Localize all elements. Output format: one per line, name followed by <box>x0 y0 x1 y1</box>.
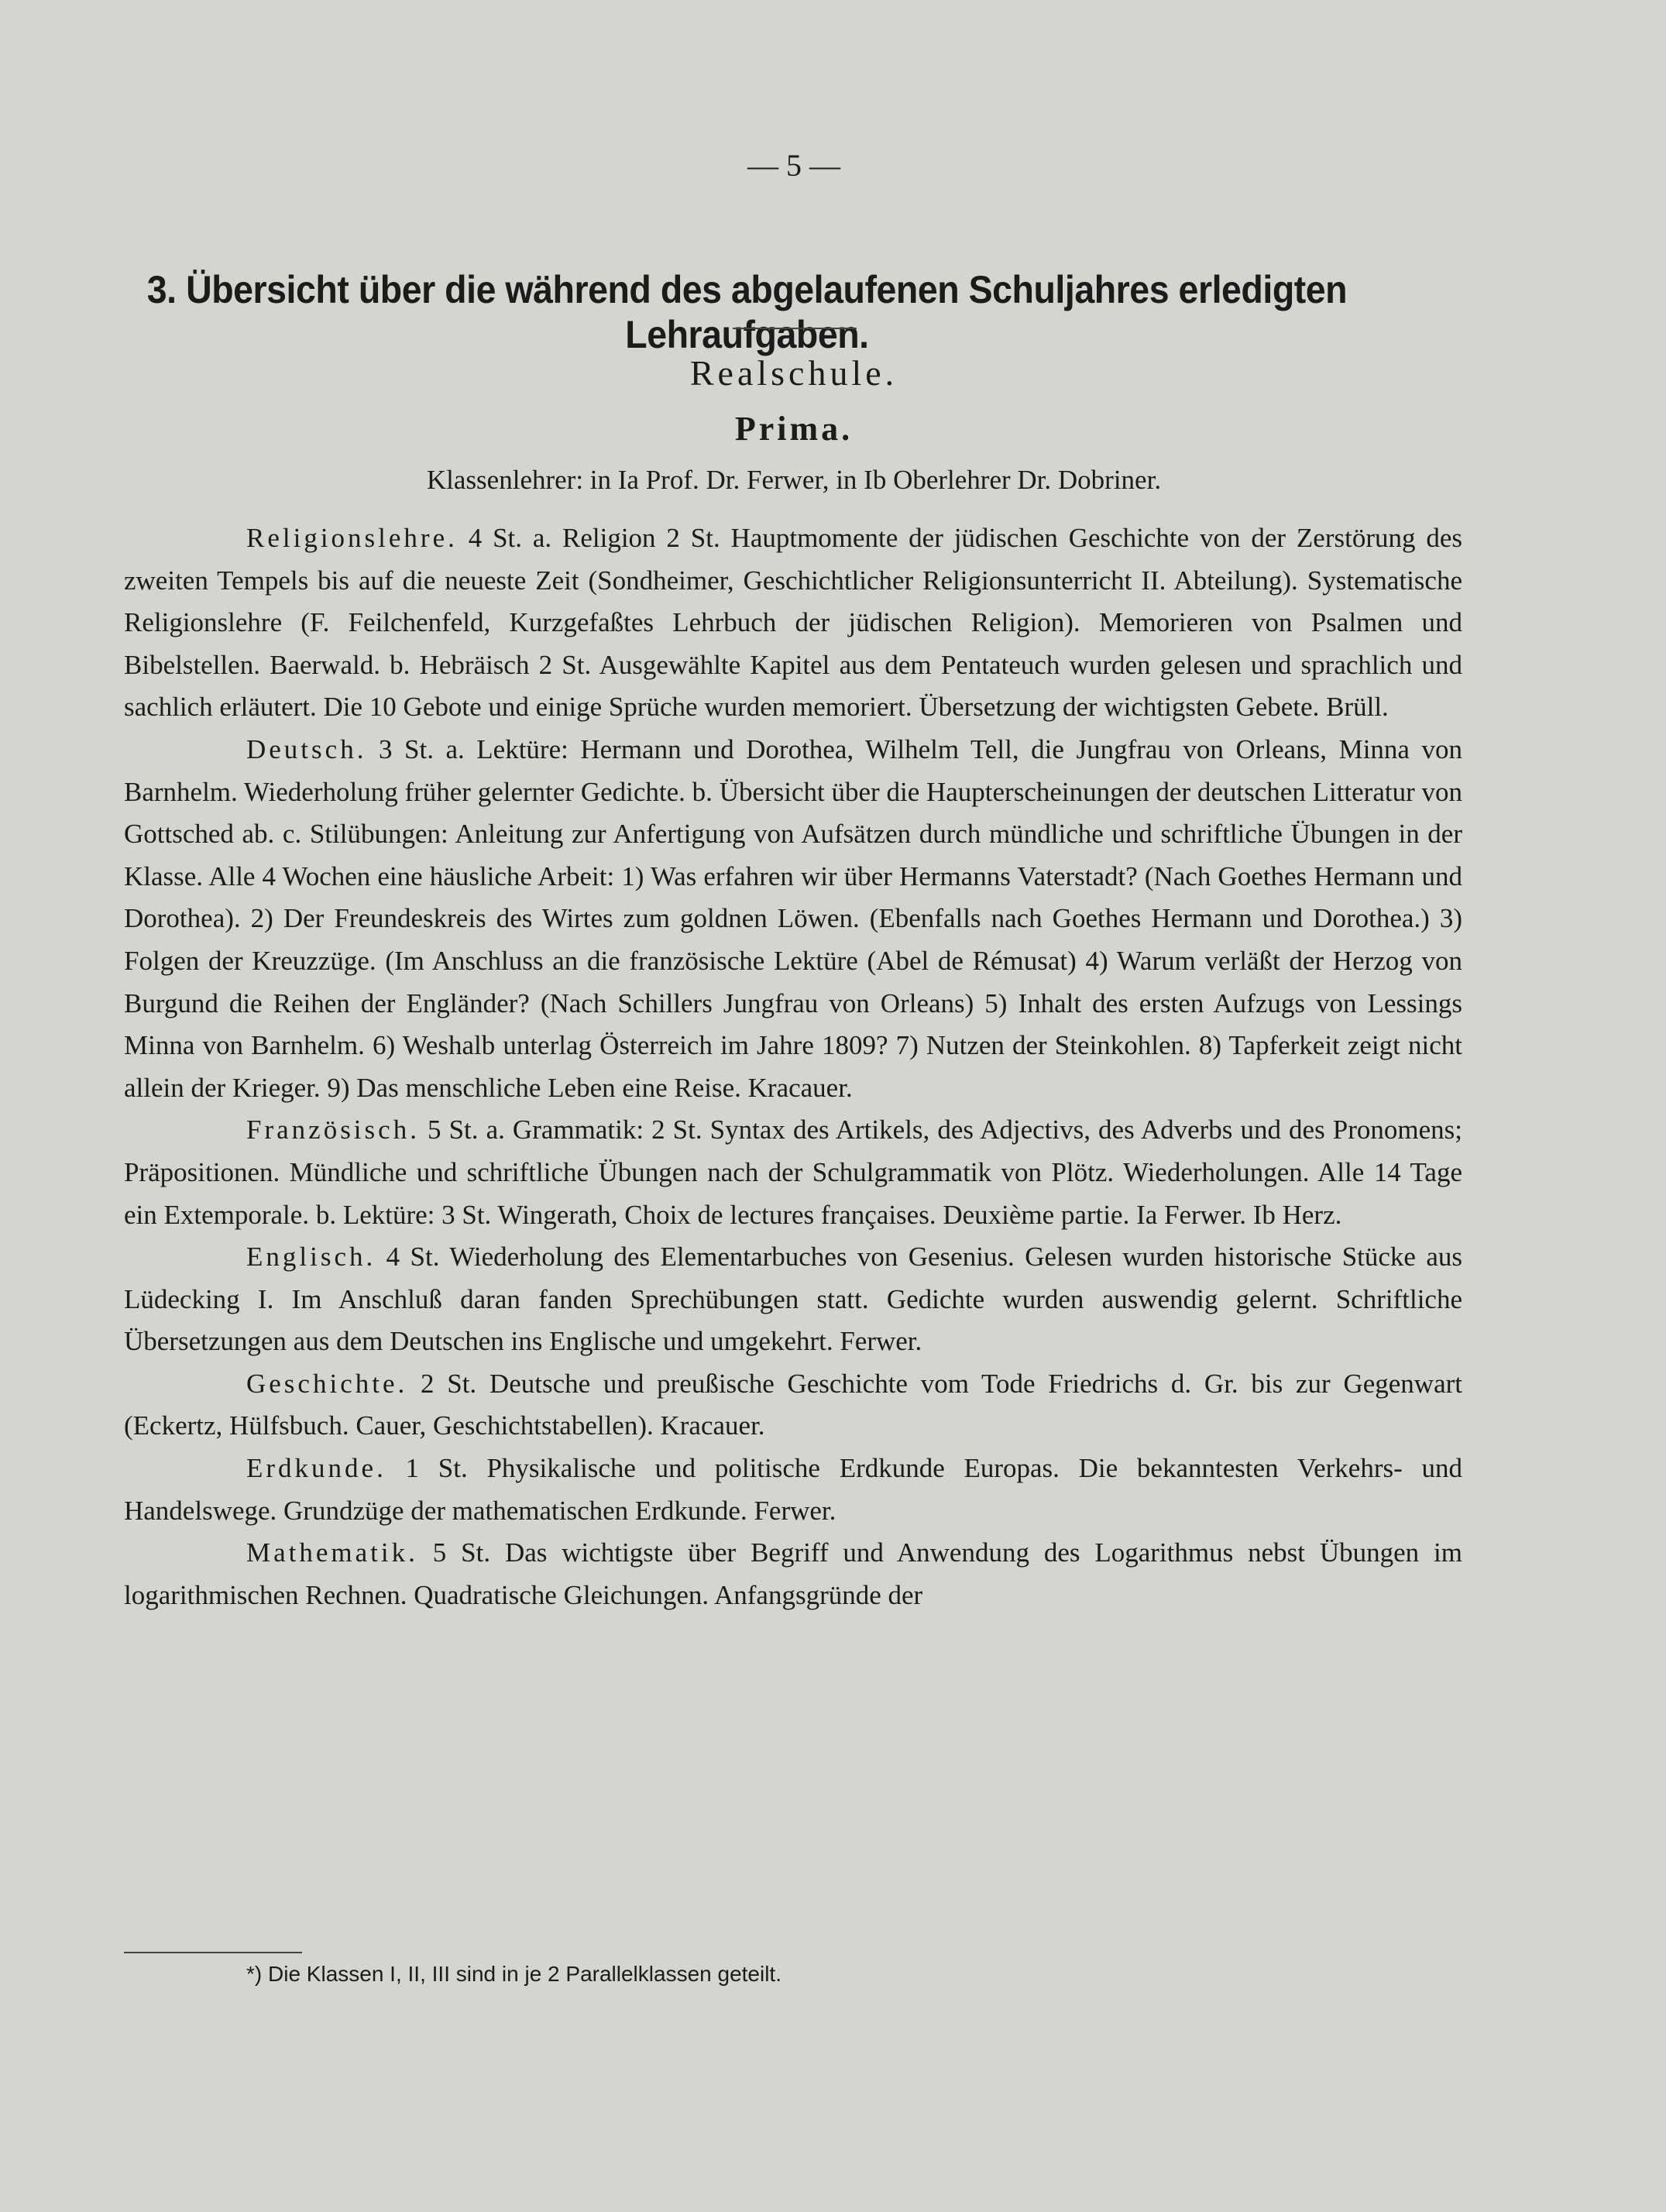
subject-text: 1 St. Physikalische und politische Erdkunde Europas. Die bekanntesten Verkehrs- und Handelswege. Grundzüge der mathematischen Erdkunde. Ferwer. <box>124 1453 1462 1526</box>
subject-name: Deutsch. <box>246 733 367 764</box>
subject-paragraph <box>124 1236 1462 1363</box>
subject-name: Englisch. <box>246 1242 376 1273</box>
heading-divider <box>733 328 857 329</box>
subject-paragraph <box>124 729 1462 1109</box>
subject-paragraph <box>124 1448 1462 1532</box>
subject-name: Erdkunde. <box>246 1453 386 1484</box>
lesson-body <box>124 517 1462 1616</box>
subject-name: Mathematik. <box>246 1537 418 1568</box>
footnote: *) Die Klassen I, II, III sind in je 2 Parallelklassen geteilt. <box>246 1962 781 1986</box>
subject-paragraph <box>124 1363 1462 1448</box>
subject-text: 5 St. a. Grammatik: 2 St. Syntax des Artikels, des Adjectivs, des Adverbs und des Pronomens; Präpositionen. Mündliche und schriftliche Übungen nach der Schulgrammatik von Plötz. Wiederholungen. Alle 14 Tage ein Extemporale. b. Lektüre: 3 St. Wingerath, Choix de lectures françaises. Deuxième partie. Ia Ferwer. Ib Herz. <box>124 1115 1462 1230</box>
school-title: Realschule. <box>689 353 898 393</box>
subject-paragraph <box>124 1532 1462 1616</box>
subject-text: 3 St. a. Lektüre: Hermann und Dorothea, Wilhelm Tell, die Jungfrau von Orleans, Minna von Barnhelm. Wiederholung früher gelernter Gedichte. b. Übersicht über die Haupterscheinungen der deutschen Litteratur von Gottsched ab. c. Stilübungen: Anleitung zur Anfertigung von Aufsätzen durch mündliche und schriftliche Übungen in der Klasse. Alle 4 Wochen eine häusliche Arbeit: 1) Was erfahren wir über Hermanns Vaterstadt? (Nach Goethes Hermann und Dorothea). 2) Der Freundeskreis des Wirtes zum goldnen Löwen. (Ebenfalls nach Goethes Hermann und Dorothea.) 3) Folgen der Kreuzzüge. (Im Anschluss an die französische Lektüre (Abel de Rémusat) 4) Warum verläßt der Herzog von Burgund die Reihen der Engländer? (Nach Schillers Jungfrau von Orleans) 5) Inhalt des ersten Aufzugs von Lessings Minna von Barnhelm. 6) Weshalb unterlag Österreich im Jahre 1809? 7) Nutzen der Steinkohlen. 8) Tapferkeit zeigt nicht allein der Krieger. 9) Das menschliche Leben eine Reise. Kracauer. <box>124 733 1462 1103</box>
subject-text: 4 St. a. Religion 2 St. Hauptmomente der jüdischen Geschichte von der Zerstörung des zweiten Tempels bis auf die neueste Zeit (Sondheimer, Geschichtlicher Religionsunterricht II. Abteilung). Systematische Religionslehre (F. Feilchenfeld, Kurzgefaßtes Lehrbuch der jüdischen Religion). Memorieren von Psalmen und Bibelstellen. Baerwald. b. Hebräisch 2 St. Ausgewählte Kapitel aus dem Pentateuch wurden gelesen und sprachlich und sachlich erläutert. Die 10 Gebote und einige Sprüche wurden memoriert. Übersetzung der wichtigsten Gebete. Brüll. <box>124 523 1462 723</box>
subject-name: Geschichte. <box>246 1368 408 1399</box>
section-heading: 3. Übersicht über die während des abgelaufenen Schuljahres erledigten Lehraufgaben. <box>146 268 1348 356</box>
subject-text: 4 St. Wiederholung des Elementarbuches von Gesenius. Gelesen wurden historische Stücke aus Lüdecking I. Im Anschluß daran fanden Sprechübungen statt. Gedichte wurden auswendig gelernt. Schriftliche Übersetzungen aus dem Deutschen ins Englische und umgekehrt. Ferwer. <box>124 1242 1462 1357</box>
page-number: — 5 — <box>747 148 840 183</box>
footnote-divider <box>124 1952 302 1953</box>
class-teachers: Klassenlehrer: in Ia Prof. Dr. Ferwer, in Ib Oberlehrer Dr. Dobriner. <box>426 465 1162 495</box>
subject-text: 5 St. Das wichtigste über Begriff und Anwendung des Logarithmus nebst Übungen im logarithmischen Rechnen. Quadratische Gleichungen. Anfangsgründe der <box>124 1537 1462 1610</box>
subject-text: 2 St. Deutsche und preußische Geschichte vom Tode Friedrichs d. Gr. bis zur Gegenwart (Eckertz, Hülfsbuch. Cauer, Geschichtstabellen). Kracauer. <box>124 1368 1462 1441</box>
subject-name: Religionslehre. <box>246 523 458 553</box>
class-title: Prima. <box>734 410 854 448</box>
subject-name: Französisch. <box>246 1115 420 1146</box>
subject-paragraph <box>124 517 1462 729</box>
subject-paragraph <box>124 1109 1462 1236</box>
